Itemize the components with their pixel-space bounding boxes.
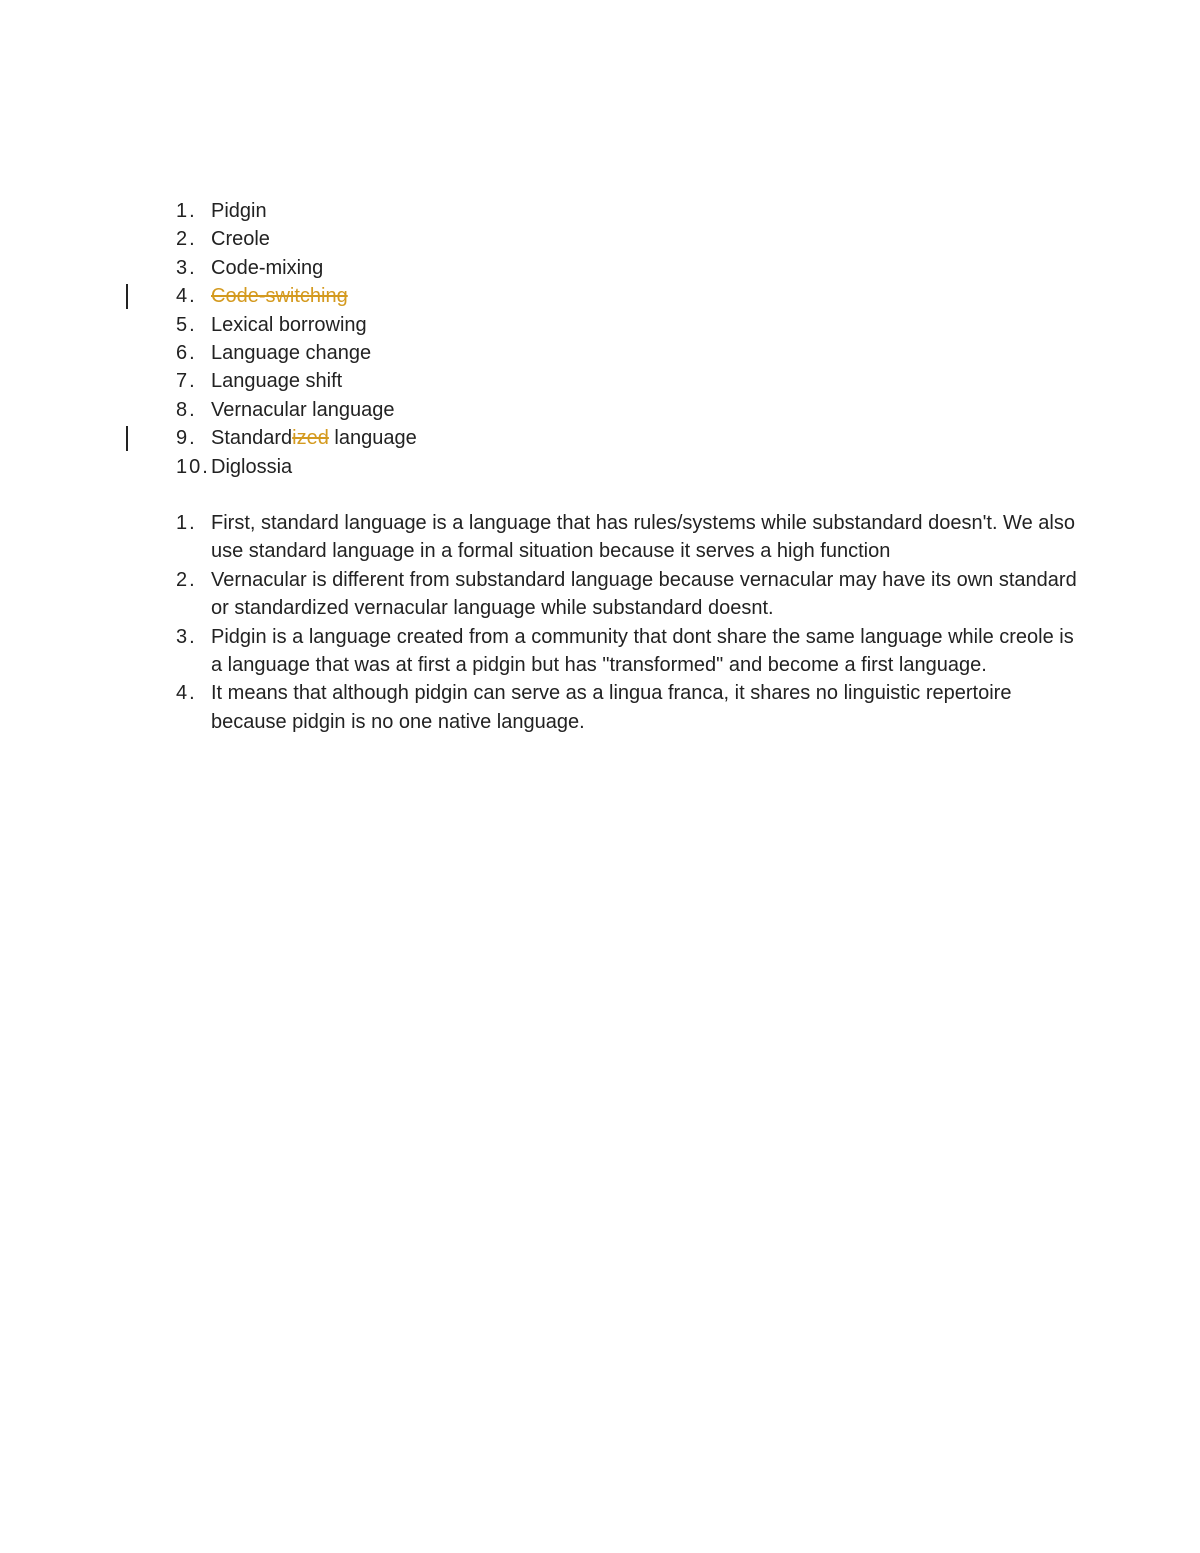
answer-text[interactable]: First, standard language is a language that has rules/systems while substandard doesn't. We also use standard language in a formal situation because it serves a high function	[211, 512, 1075, 563]
list-number: 1.	[176, 200, 197, 222]
tracked-change-bar[interactable]	[126, 426, 128, 451]
list-item	[0, 623, 1200, 680]
answers-list	[0, 509, 1200, 736]
answer-text[interactable]: Pidgin is a language created from a community that dont share the same language while creole is a language that was at first a pidgin but has "transformed" and become a first language.	[211, 625, 1074, 677]
list-item	[0, 509, 1200, 566]
list-number: 2.	[176, 568, 197, 591]
list-item	[0, 396, 1200, 424]
list-number: 10.	[176, 455, 210, 478]
list-number: 2.	[176, 228, 197, 251]
answer-text[interactable]: It means that although pidgin can serve as a lingua franca, it shares no linguistic repertoire because pidgin is no one native language.	[211, 682, 1012, 733]
list-item-text[interactable]	[211, 424, 1081, 452]
list-item	[0, 566, 1200, 623]
list-item-text[interactable]: Vernacular language	[211, 398, 395, 421]
deleted-text[interactable]: Code-switching	[211, 285, 348, 308]
list-item	[0, 225, 1200, 253]
list-number: 6.	[176, 342, 197, 365]
terms-list	[0, 197, 1200, 481]
list-item-text[interactable]: Code-mixing	[211, 256, 324, 279]
answer-text[interactable]: Vernacular is different from substandard language because vernacular may have its own standard or standardized vernacular language while substandard doesnt.	[211, 568, 1077, 620]
list-item	[0, 282, 1200, 310]
list-item	[0, 197, 1200, 225]
list-number: 5.	[176, 313, 197, 336]
list-item	[0, 367, 1200, 395]
list-item	[0, 254, 1200, 282]
list-item	[0, 339, 1200, 367]
list-item-text[interactable]: Diglossia	[211, 455, 293, 478]
list-item-text[interactable]: Language shift	[211, 370, 343, 393]
list-item	[0, 679, 1200, 736]
list-item-text-after: language	[328, 427, 417, 450]
list-item-text[interactable]: Language change	[211, 342, 372, 365]
list-number: 4.	[176, 682, 197, 705]
list-item	[0, 453, 1200, 481]
list-item	[0, 311, 1200, 339]
list-number: 3.	[176, 256, 197, 279]
list-item-text[interactable]	[211, 282, 1081, 310]
deleted-text[interactable]: ized	[292, 427, 329, 450]
list-item-text[interactable]: Lexical borrowing	[211, 313, 367, 336]
list-number: 1.	[176, 512, 197, 534]
list-number: 7.	[176, 370, 197, 393]
list-item-text[interactable]: Pidgin	[211, 200, 267, 222]
list-item-text-before: Standard	[211, 427, 293, 450]
list-item-text[interactable]: Creole	[211, 228, 270, 251]
list-number: 4.	[176, 285, 197, 308]
tracked-change-bar[interactable]	[126, 284, 128, 309]
list-number: 8.	[176, 398, 197, 421]
list-number: 9.	[176, 427, 197, 450]
list-number: 3.	[176, 625, 197, 648]
list-item	[0, 424, 1200, 452]
